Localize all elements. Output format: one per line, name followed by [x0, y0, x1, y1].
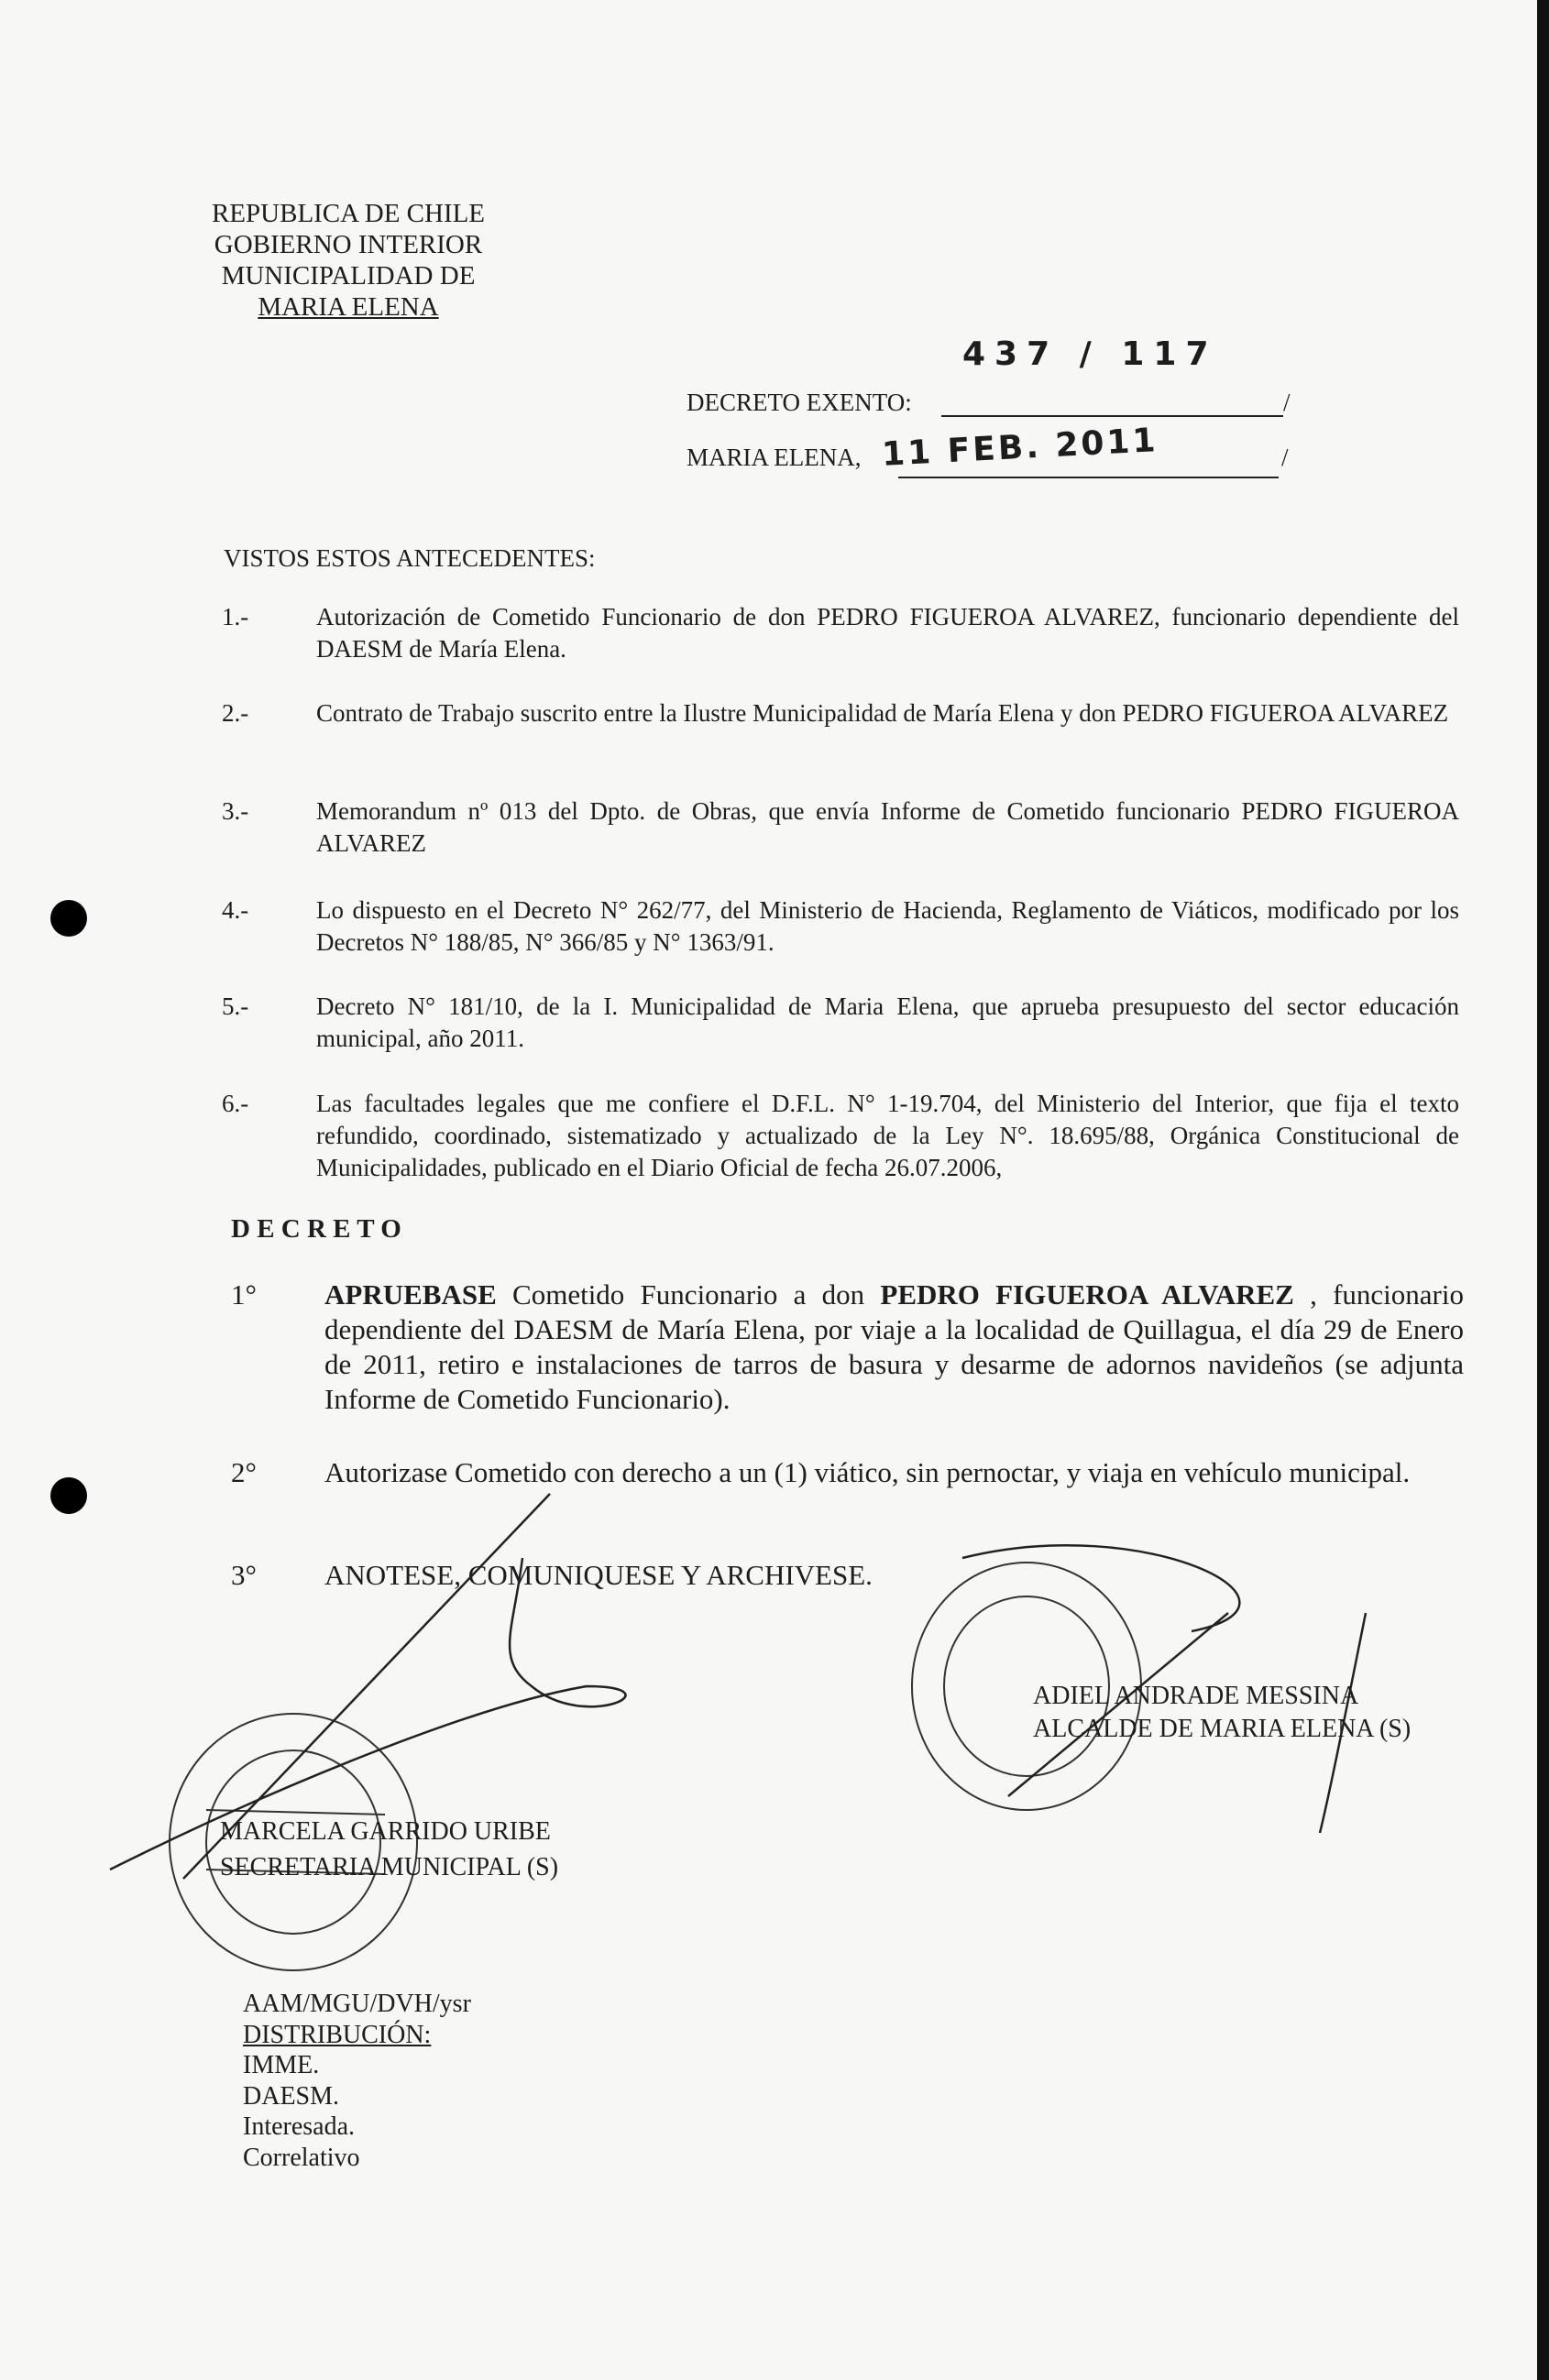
- recipient: Correlativo: [243, 2143, 360, 2172]
- slash: /: [1283, 389, 1291, 416]
- item-number: 2.-: [222, 699, 249, 727]
- vistos-title: VISTOS ESTOS ANTECEDENTES:: [224, 544, 596, 572]
- item-number: 3.-: [222, 797, 249, 825]
- recipient: Interesada.: [243, 2112, 356, 2141]
- item-text: Las facultades legales que me confiere el D.F.L. N° 1-19.704, del Ministerio del Interior, que fija el texto refundido, coordinado, sistematizado y actualizado de la Ley N°. 18.695/88, Orgánica Constitucional de Municipalidades, publicado en el Diario Oficial de fecha 26.07.2006,: [316, 1090, 1459, 1181]
- mayor-name: ADIEL ANDRADE MESSINA: [1033, 1682, 1359, 1710]
- decreto-title: D E C R E T O: [231, 1214, 401, 1244]
- article-text: Autorizase Cometido con derecho a un (1) viático, sin pernoctar, y viaja en vehículo municipal.: [324, 1456, 1411, 1488]
- decree-number-stamp: 437 / 117: [962, 335, 1218, 373]
- letterhead-line: GOBIERNO INTERIOR: [214, 230, 483, 259]
- article-number: 3°: [231, 1559, 257, 1591]
- item-text: Contrato de Trabajo suscrito entre la Ilustre Municipalidad de María Elena y don PEDRO FIGUEROA ALVAREZ: [316, 699, 1449, 727]
- recipient: IMME.: [243, 2051, 320, 2079]
- letterhead-line: MARIA ELENA: [258, 292, 439, 322]
- article-text: ANOTESE, COMUNIQUESE Y ARCHIVESE.: [324, 1559, 873, 1591]
- item-number: 5.-: [222, 993, 249, 1020]
- distribution-title: DISTRIBUCIÓN:: [243, 2020, 432, 2049]
- slash: /: [1281, 444, 1289, 471]
- article-number: 1°: [231, 1278, 257, 1311]
- item-text: Memorandum nº 013 del Dpto. de Obras, que envía Informe de Cometido funcionario PEDRO FIGUEROA ALVAREZ: [316, 797, 1459, 857]
- initials: AAM/MGU/DVH/ysr: [243, 1990, 471, 2018]
- mayor-title: ALCALDE DE MARIA ELENA (S): [1033, 1715, 1412, 1743]
- letterhead-line: REPUBLICA DE CHILE: [211, 199, 486, 228]
- recipient: DAESM.: [243, 2081, 340, 2111]
- item-text: Lo dispuesto en el Decreto N° 262/77, del Ministerio de Hacienda, Reglamento de Viáticos, modificado por los Decretos N° 188/85, N° 366/85 y N° 1363/91.: [316, 896, 1459, 956]
- place-label: MARIA ELENA,: [687, 444, 862, 471]
- decree-exento-label: DECRETO EXENTO:: [687, 389, 912, 416]
- item-number: 1.-: [222, 603, 249, 631]
- secretary-title: SECRETARIA MUNICIPAL (S): [220, 1853, 559, 1881]
- letterhead-line: MUNICIPALIDAD DE: [221, 261, 476, 291]
- distribution-block: [243, 1989, 471, 2173]
- date-stamp: 11 FEB. 2011: [881, 422, 1159, 474]
- item-text: Decreto N° 181/10, de la I. Municipalidad de Maria Elena, que aprueba presupuesto del sector educación municipal, año 2011.: [316, 993, 1459, 1052]
- bold-text: PEDRO FIGUEROA ALVAREZ: [880, 1278, 1294, 1311]
- secretary-name: MARCELA GARRIDO URIBE: [220, 1817, 551, 1846]
- article-number: 2°: [231, 1456, 257, 1488]
- item-number: 6.-: [222, 1090, 249, 1117]
- item-text: Autorización de Cometido Funcionario de don PEDRO FIGUEROA ALVAREZ, funcionario dependiente del DAESM de María Elena.: [316, 603, 1459, 663]
- item-number: 4.-: [222, 896, 249, 924]
- text: , funcionario dependiente del DAESM de María Elena, por viaje a la localidad de Quillagua, el día 29 de Enero de 2011, retiro e instalaciones de tarros de basura y desarme de adornos navideños (se adjunta Informe de Cometido Funcionario).: [324, 1278, 1464, 1415]
- text: Cometido Funcionario a don: [496, 1278, 881, 1311]
- bold-text: APRUEBASE: [324, 1278, 497, 1311]
